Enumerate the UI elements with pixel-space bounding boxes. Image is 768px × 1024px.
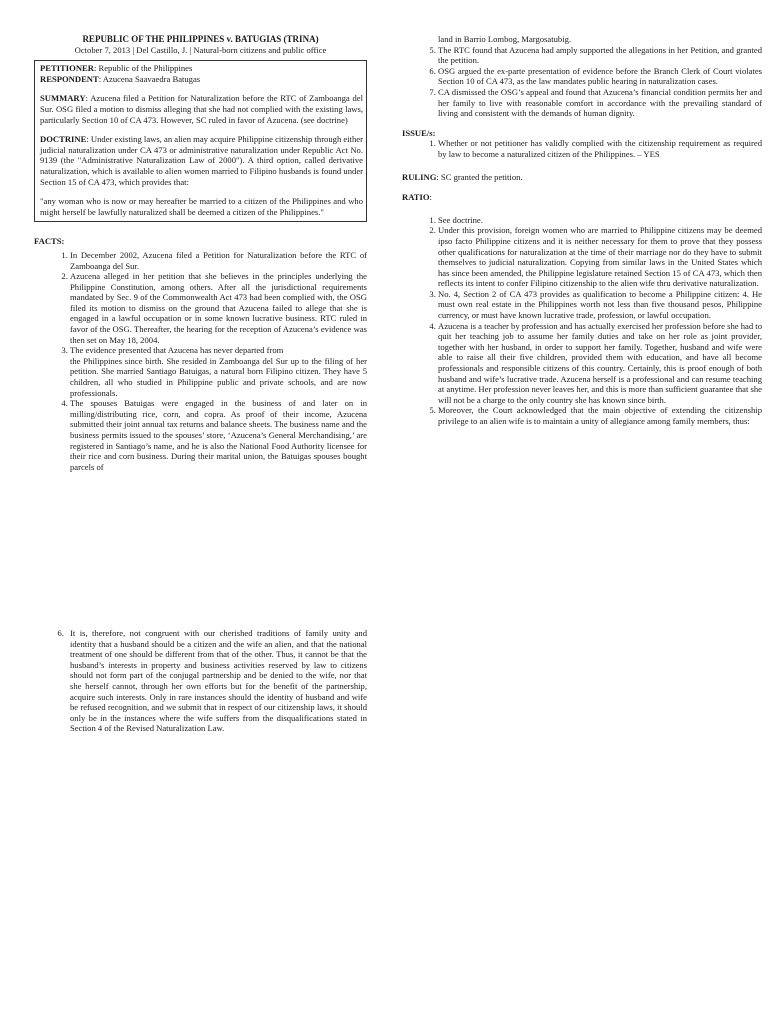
doctrine-quote: "any woman who is now or may hereafter be married to a citizen of the Philippines and who might herself be lawfully naturalized shall be deemed a citizen of the Philippines."	[40, 196, 363, 217]
list-item: 6. OSG argued the ex-parte presentation of evidence before the Branch Clerk of Court violates Section 10 of CA 473, as the law mandates public hearing in naturalization cases.	[438, 66, 762, 87]
respondent-line	[40, 74, 363, 85]
ratio-list	[402, 215, 762, 427]
ratio-item-6-number: 6.	[57, 628, 64, 638]
ratio-item-6-text: It is, therefore, not congruent with our cherished traditions of family unity and identity that a husband should be a citizen and the wife an alien, and that the national treatment of one should be different from that of the other. Thus, it cannot be that the husband’s interests in property and business activities reserved by law to citizens should not form part of the conjugal partnership and be denied to the wife, nor that she herself cannot, through her own efforts but for the benefit of the partnership, acquire such interests. Only in rare instances should the identity of husband and wife be refused recognition, and we submit that in respect of our citizenship laws, it should only be in the instances where the wife suffers from the disqualifications stated in Section 4 of the Revised Naturalization Law.	[70, 628, 367, 734]
summary-label: SUMMARY	[40, 93, 86, 104]
list-item: 1. In December 2002, Azucena filed a Petition for Naturalization before the RTC of Zamboanga del Sur.	[70, 250, 367, 271]
case-title: REPUBLIC OF THE PHILIPPINES v. BATUGIAS (TRINA)	[82, 34, 319, 44]
list-item: 5. Moreover, the Court acknowledged that the main objective of extending the citizenship privilege to an alien wife is to maintain a unity of allegiance among family members, thus:	[438, 405, 762, 426]
list-item: 1. Whether or not petitioner has validly complied with the citizenship requirement as required by law to become a naturalized citizen of the Philippines. – YES	[438, 138, 762, 159]
ratio-colon: :	[429, 192, 432, 203]
facts-heading: FACTS:	[34, 236, 65, 247]
case-summary-box	[34, 60, 367, 222]
list-item: 2. Under this provision, foreign women who are married to Philippine citizens may be deemed ipso facto Philippine citizens and it is neither necessary for them to prove that they possess other qualifications for naturalization at the time of their marriage nor do they have to submit themselves to judicial naturalization. Copying from similar laws in the United States which has since been amended, the Philippine legislature retained Section 15 of CA 473, which then reflects its intent to confer Filipino citizenship to the alien wife thru derivative naturalization.	[438, 225, 762, 289]
list-item: 4. Azucena is a teacher by profession and has actually exercised her profession before she had to quit her teaching job to assume her family duties and take on her role as joint provider, together with her husband, in order to support her family. Together, husband and wife were able to raise all their five children, provided them with education, and have all become professionals and responsible citizens of this country. Certainly, this is proof enough of both husband and wife’s lucrative trade. Azucena herself is a professional and can resume teaching at anytime. Her profession never leaves her, and this is more than sufficient guarantee that she will not be a charge to the only country she has known since birth.	[438, 321, 762, 406]
issue-heading: ISSUE/s:	[402, 127, 436, 138]
ruling-label: RULING	[402, 171, 437, 182]
list-item: 4. The spouses Batuigas were engaged in the business of and later on in milling/distributing rice, corn, and copra. As proof of their income, Azucena submitted their joint annual tax returns and balance sheets. The business name and the business permits issued to the spouses’ store, ‘Azucena’s General Merchandising,’ are registered in Santiago’s name, and he is also the National Food Authority licensee for their rice and corn business. During their marital union, the Batuigas spouses bought parcels of	[70, 398, 367, 472]
ruling-line	[402, 172, 762, 183]
facts-list-continued	[402, 45, 762, 119]
right-column	[402, 34, 762, 427]
facts-continuation: land in Barrio Lombog, Margosatubig.	[438, 34, 572, 44]
fact-3-line1: 3. The evidence presented that Azucena has never departed from	[70, 345, 284, 356]
doctrine-label: DOCTRINE	[40, 134, 87, 145]
ratio-heading: RATIO	[402, 192, 430, 203]
issue-list	[402, 138, 762, 159]
ratio-item-6	[34, 628, 367, 734]
respondent-value: : Azucena Saavaedra Batugas	[98, 73, 201, 84]
ruling-text: : SC granted the petition.	[436, 171, 523, 182]
list-item: 1. See doctrine.	[438, 215, 762, 226]
ratio-heading-line	[402, 192, 762, 203]
petitioner-value: : Republic of the Philippines	[93, 63, 193, 74]
facts-list	[34, 250, 367, 472]
list-item: 3. No. 4, Section 2 of CA 473 provides as qualification to become a Philippine citizen: 4. He must own real estate in the Philippines worth not less than five thousand pesos, Philippine currency, or must have known lucrative trade, profession, or lawful occupation.	[438, 289, 762, 321]
petitioner-label: PETITIONER	[40, 63, 94, 74]
respondent-label: RESPONDENT	[40, 73, 99, 84]
petitioner-line	[40, 63, 363, 74]
doctrine-paragraph	[40, 134, 363, 187]
ratio-item-6-row	[34, 628, 367, 734]
left-column	[34, 34, 367, 472]
summary-paragraph	[40, 93, 363, 125]
summary-text: : Azucena filed a Petition for Naturalization before the RTC of Zamboanga del Sur. OSG filed a motion to dismiss alleging that she had not complied with the existing laws, particularly Section 10 of CA 473. However, SC ruled in favor of Azucena. (see doctrine)	[40, 93, 363, 125]
list-item: 5. The RTC found that Azucena had amply supported the allegations in her Petition, and granted the petition.	[438, 45, 762, 66]
doctrine-text: : Under existing laws, an alien may acquire Philippine citizenship through either judicial naturalization under CA 473 or administrative naturalization under Republic Act No. 9139 (the "Administrative Naturalization Law of 2000"). A third option, called derivative naturalization, which is available to alien women married to Filipino husbands is found under Section 15 of CA 473, which provides that:	[40, 134, 363, 187]
list-item: 2. Azucena alleged in her petition that she believes in the principles underlying the Philippine Constitution, among others. After all the jurisdictional requirements mandated by Sec. 9 of the Commonwealth Act 473 had been complied with, the OSG filed its motion to dismiss on the ground that Azucena failed to allege that she is engaged in a lawful occupation or in some known lucrative business. RTC ruled in favor of the OSG. Thereafter, the hearing for the reception of Azucena’s evidence was then set on May 18, 2004.	[70, 271, 367, 345]
fact-3-rest: the Philippines since birth. She resided in Zamboanga del Sur up to the filing of her petition. She married Santiago Batuigas, a natural born Filipino citizen. They have 5 children, all who studied in Philippine public and private schools, and are now professionals.	[70, 355, 367, 398]
list-item	[70, 345, 367, 398]
case-subtitle: October 7, 2013 | Del Castillo, J. | Natural-born citizens and public office	[74, 44, 327, 55]
list-item: 7. CA dismissed the OSG’s appeal and found that Azucena’s financial condition permits her and her family to live with reasonable comfort in accordance with the prevailing standard of living and consistent with the demands of human dignity.	[438, 87, 762, 119]
